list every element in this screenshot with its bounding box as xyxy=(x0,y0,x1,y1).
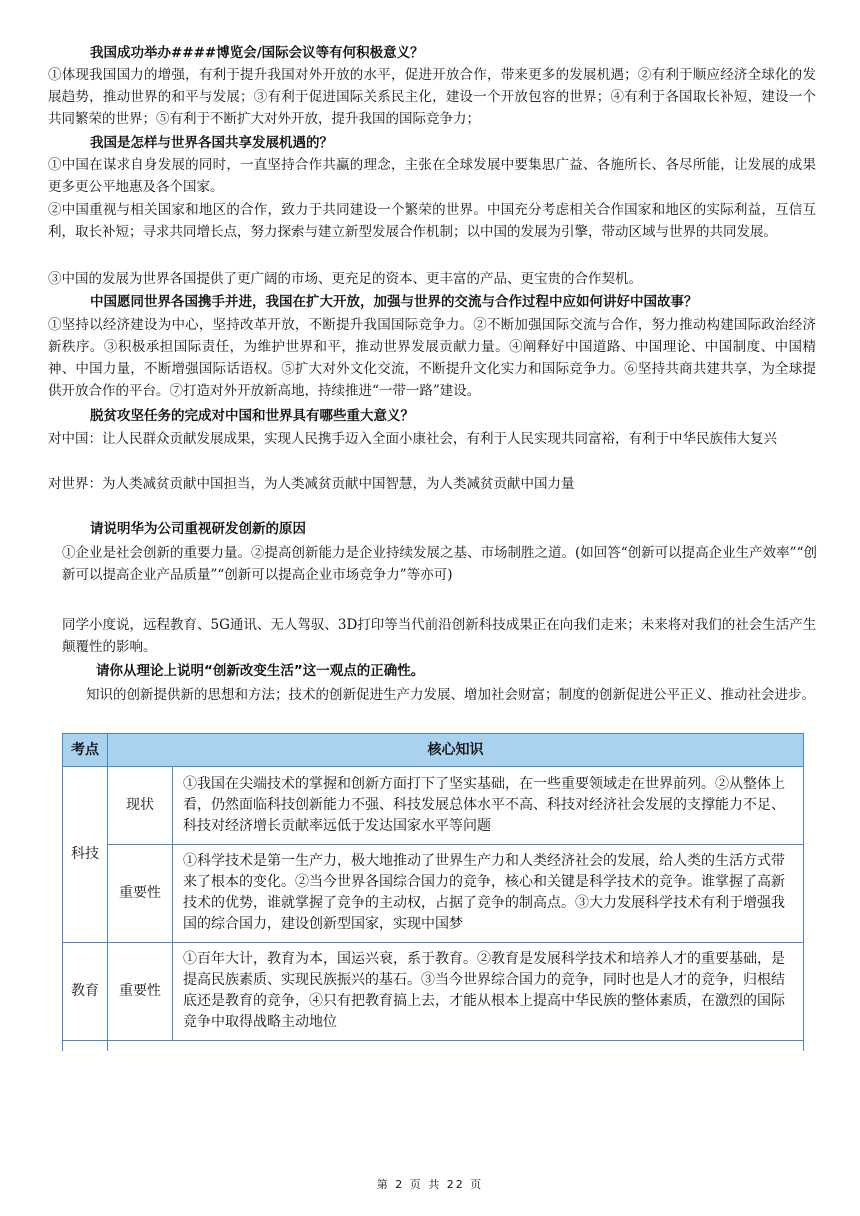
subcategory-importance: 重要性 xyxy=(108,943,173,1041)
question-heading-5: 请说明华为公司重视研发创新的原因 xyxy=(90,521,306,537)
table-cell-empty xyxy=(63,1041,108,1052)
tech-importance-content: ①科学技术是第一生产力，极大地推动了世界生产力和人类经济社会的发展，给人类的生活方式带来了根本的变化。②当今世界各国综合国力的竞争，核心和关键是科学技术的竞争。谁掌握了高新技术的优势，谁就掌握了竞争的主动权，占据了竞争的制高点。③大力发展科学技术有利于增强我国的综合国力，建设创新型国家，实现中国梦 xyxy=(173,845,804,943)
table-row xyxy=(63,767,804,845)
question-heading-6: 请你从理论上说明“创新改变生活”这一观点的正确性。 xyxy=(96,663,425,679)
question-heading-4: 脱贫攻坚任务的完成对中国和世界具有哪些重大意义？ xyxy=(90,408,414,424)
table-row-cut xyxy=(63,1041,804,1052)
page-footer: 第 2 页 共 22 页 xyxy=(376,1178,484,1191)
knowledge-table xyxy=(62,733,804,1051)
category-education: 教育 xyxy=(63,943,108,1041)
question-heading-1: 我国成功举办####博览会/国际会议等有何积极意义？ xyxy=(90,45,424,61)
answer-paragraph-4b: 对世界：为人类减贫贡献中国担当，为人类减贫贡献中国智慧，为人类减贫贡献中国力量 xyxy=(48,476,575,492)
table-row xyxy=(63,943,804,1041)
table-header-knowledge: 核心知识 xyxy=(108,734,804,767)
answer-paragraph-2b: ②中国重视与相关国家和地区的合作，致力于共同建设一个繁荣的世界。中国充分考虑相关合作国家和地区的实际利益，互信互利，取长补短；寻求共同增长点，努力探索与建立新型发展合作机制；以中国的发展为引擎，带动区域与世界的共同发展。 xyxy=(48,202,816,240)
edu-importance-content: ①百年大计，教育为本，国运兴衰，系于教育。②教育是发展科学技术和培养人才的重要基础，是提高民族素质、实现民族振兴的基石。③当今世界综合国力的竞争，同时也是人才的竞争，归根结底还是教育的竞争，④只有把教育搞上去，才能从根本上提高中华民族的整体素质，在激烈的国际竞争中取得战略主动地位 xyxy=(173,943,804,1041)
table-header-row xyxy=(63,734,804,767)
answer-paragraph-1: ①体现我国国力的增强，有利于提升我国对外开放的水平，促进开放合作，带来更多的发展机遇；②有利于顺应经济全球化的发展趋势，推动世界的和平与发展；③有利于促进国际关系民主化，建设一个开放包容的世界；④有利于各国取长补短，建设一个共同繁荣的世界；⑤有利于不断扩大对外开放，提升我国的国际竞争力； xyxy=(48,67,816,127)
answer-paragraph-5: ①企业是社会创新的重要力量。②提高创新能力是企业持续发展之基、市场制胜之道。(如回答“创新可以提高企业生产效率”“创新可以提高企业产品质量”“创新可以提高企业市场竞争力”等亦可) xyxy=(62,545,817,583)
answer-paragraph-6: 知识的创新提供新的思想和方法；技术的创新促进生产力发展、增加社会财富；制度的创新促进公平正义、推动社会进步。 xyxy=(86,687,815,703)
subcategory-importance: 重要性 xyxy=(108,845,173,943)
tech-status-content: ①我国在尖端技术的掌握和创新方面打下了坚实基础，在一些重要领域走在世界前列。②从整体上看，仍然面临科技创新能力不强、科技发展总体水平不高、科技对经济社会发展的支撑能力不足、科技对经济增长贡献率远低于发达国家水平等问题 xyxy=(173,767,804,845)
table-cell-empty xyxy=(108,1041,804,1052)
answer-paragraph-3: ①坚持以经济建设为中心，坚持改革开放，不断提升我国国际竞争力。②不断加强国际交流与合作，努力推动构建国际政治经济新秩序。③积极承担国际责任，为维护世界和平，推动世界发展贡献力量。④阐释好中国道路、中国理论、中国制度、中国精神、中国力量，不断增强国际话语权。⑤扩大对外文化交流，不断提升文化实力和国际竞争力。⑥坚持共商共建共享，为全球提供开放合作的平台。⑦打造对外开放新高地，持续推进“一带一路”建设。 xyxy=(48,317,816,399)
subcategory-status: 现状 xyxy=(108,767,173,845)
question-heading-3: 中国愿同世界各国携手并进，我国在扩大开放，加强与世界的交流与合作过程中应如何讲好中国故事？ xyxy=(90,294,698,310)
answer-paragraph-4a: 对中国：让人民群众贡献发展成果，实现人民携手迈入全面小康社会，有利于人民实现共同富裕，有利于中华民族伟大复兴 xyxy=(48,431,777,447)
table-header-topic: 考点 xyxy=(63,734,108,767)
answer-paragraph-2c: ③中国的发展为世界各国提供了更广阔的市场、更充足的资本、更丰富的产品、更宝贵的合作契机。 xyxy=(48,271,642,287)
table-row xyxy=(63,845,804,943)
context-paragraph-6: 同学小度说，远程教育、5G通讯、无人驾驭、3D打印等当代前沿创新科技成果正在向我们走来；未来将对我们的社会生活产生颠覆性的影响。 xyxy=(62,617,817,655)
category-tech: 科技 xyxy=(63,767,108,943)
question-heading-2: 我国是怎样与世界各国共享发展机遇的？ xyxy=(90,135,333,151)
answer-paragraph-2a: ①中国在谋求自身发展的同时，一直坚持合作共赢的理念，主张在全球发展中要集思广益、各施所长、各尽所能，让发展的成果更多更公平地惠及各个国家。 xyxy=(48,157,816,195)
